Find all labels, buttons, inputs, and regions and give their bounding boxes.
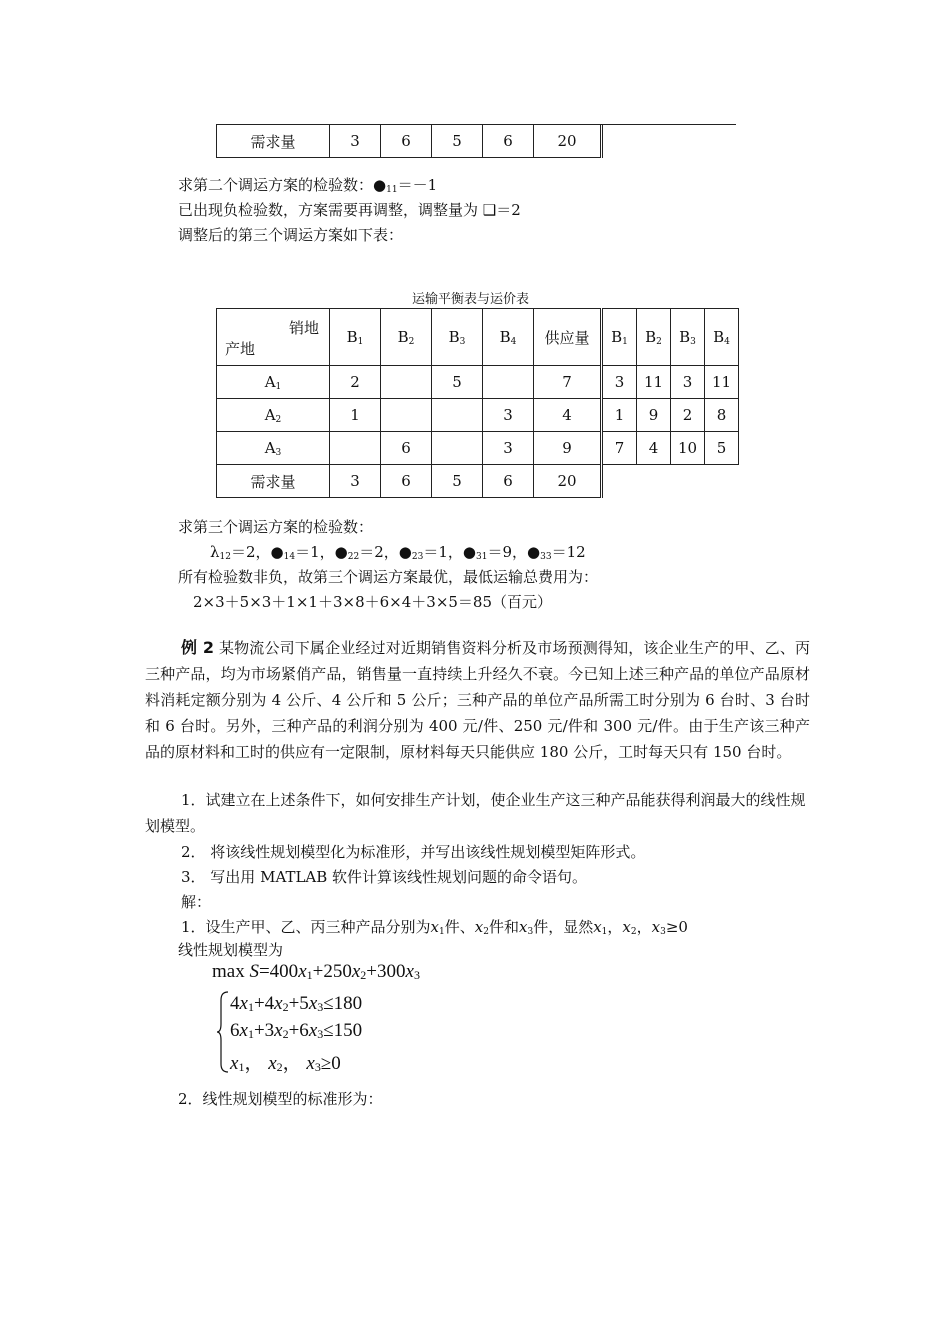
price-header-b3: $B_3$ <box>671 309 705 366</box>
price-cell: 10 <box>671 432 705 465</box>
demand-cell: 6 <box>381 465 432 498</box>
second-plan-check-line: 求第二个调运方案的检验数：$●_{11}=-1$ <box>178 176 438 195</box>
supply-cell: 9 <box>534 432 602 465</box>
constraint-material: $4x_1+4x_2+5x_3\le 180$ <box>230 993 363 1014</box>
alloc-cell: 3 <box>483 399 534 432</box>
header-b1: $B_1$ <box>330 309 381 366</box>
dot-symbol: ● <box>373 176 387 194</box>
sales-label: 销地 <box>288 319 319 337</box>
solution-label: 解： <box>181 893 212 911</box>
top-demand-cell: 6 <box>381 125 432 158</box>
price-cell: 11 <box>705 366 739 399</box>
question-2: 2． 将该线性规划模型化为标准形，并写出该线性规划模型矩阵形式。 <box>181 843 646 861</box>
price-header-b2: $B_2$ <box>637 309 671 366</box>
top-demand-label: 需求量 <box>217 125 330 158</box>
top-table-rule <box>598 124 736 125</box>
corner-header <box>217 309 330 366</box>
price-cell: 2 <box>671 399 705 432</box>
dot-symbol: ● <box>398 543 412 561</box>
check-values-line: $\lambda_{12}=2$，$●_{14}=1$，$●_{22}=2$，$●_{23}=1$，$●_{31}=9$，$●_{33}=12$ <box>210 543 586 562</box>
standard-form-heading: 2．线性规划模型的标准形为： <box>178 1090 383 1108</box>
origin-label: 产地 <box>225 340 256 358</box>
alloc-cell <box>330 432 381 465</box>
alloc-cell: 2 <box>330 366 381 399</box>
header-b2: $B_2$ <box>381 309 432 366</box>
table-row <box>217 432 739 465</box>
question-1: 1．试建立在上述条件下，如何安排生产计划，使企业生产这三种产品能获得利润最大的线性规划模型。 <box>145 791 806 835</box>
demand-cell: 5 <box>432 465 483 498</box>
dot-symbol: ● <box>462 543 477 561</box>
row-label: $A_3$ <box>217 432 330 465</box>
price-cell: 11 <box>637 366 671 399</box>
header-b3: $B_3$ <box>432 309 483 366</box>
demand-label: 需求量 <box>217 465 330 498</box>
alloc-cell: 6 <box>381 432 432 465</box>
alloc-cell <box>381 366 432 399</box>
dot-symbol: ● <box>334 543 348 561</box>
constraint-brace <box>216 990 230 1074</box>
transport-table <box>216 308 739 498</box>
top-demand-row <box>217 125 602 158</box>
row-label: $A_1$ <box>217 366 330 399</box>
top-demand-total: 20 <box>534 125 602 158</box>
alloc-cell <box>432 399 483 432</box>
supply-cell: 4 <box>534 399 602 432</box>
top-demand-cell: 5 <box>432 125 483 158</box>
table-row <box>217 399 739 432</box>
dot-symbol: ● <box>527 543 541 561</box>
alloc-cell: 5 <box>432 366 483 399</box>
demand-cell: 3 <box>330 465 381 498</box>
table-header-row <box>217 309 739 366</box>
third-plan-intro: 调整后的第三个调运方案如下表： <box>178 226 404 244</box>
supply-cell: 7 <box>534 366 602 399</box>
cost-line: 2×3＋5×3＋1×1＋3×8＋6×4＋3×5＝85（百元） <box>193 593 553 611</box>
third-plan-check-line: 求第三个调运方案的检验数： <box>178 518 374 536</box>
negative-check-line: 已出现负检验数，方案需要再调整，调整量为 ❑＝2 <box>178 201 521 219</box>
model-title: 线性规划模型为 <box>178 941 284 959</box>
price-cell: 1 <box>602 399 637 432</box>
top-demand-table <box>216 124 603 158</box>
row-label: $A_2$ <box>217 399 330 432</box>
demand-total: 20 <box>534 465 602 498</box>
example-label: 例 2 <box>181 638 215 657</box>
demand-row <box>217 465 739 498</box>
constraint-hours: $6x_1+3x_2+6x_3\le 150$ <box>230 1020 363 1041</box>
price-header-b1: $B_1$ <box>602 309 637 366</box>
price-header-b4: $B_4$ <box>705 309 739 366</box>
variable-definition: 1．设生产甲、乙、丙三种产品分别为$x_1$件、$x_2$件和$x_3$件，显然$x_1$，$x_2$，$x_3\ge 0$ <box>181 918 688 937</box>
price-cell: 5 <box>705 432 739 465</box>
price-cell: 8 <box>705 399 739 432</box>
constraint-nonneg: $x_1$， $x_2$， $x_3\ge 0$ <box>230 1053 341 1074</box>
optimal-line: 所有检验数非负，故第三个调运方案最优，最低运输总费用为： <box>178 568 599 586</box>
price-cell: 4 <box>637 432 671 465</box>
example2-paragraph: 例 2 某物流公司下属企业经过对近期销售资料分析及市场预测得知，该企业生产的甲、乙、丙三种产品，均为市场紧俏产品，销售量一直持续上升经久不衰。今已知上述三种产品的单位产品原材料消耗定额分别为 4 公斤、4 公斤和 5 公斤；三种产品的单位产品所需工时分别为 6 台时、3 台时和 6 台时。另外，三种产品的利润分别为 400 元/件、250 元/件和 300 元/件。由于生产该三种产品的原材料和工时的供应有一定限制，原材料每天只能供应 180 公斤，工时每天只有 150 台时。 <box>145 638 810 761</box>
demand-cell: 6 <box>483 465 534 498</box>
top-demand-cell: 3 <box>330 125 381 158</box>
header-supply: 供应量 <box>534 309 602 366</box>
header-b4: $B_4$ <box>483 309 534 366</box>
objective-function: $\max S=400x_1+250x_2+300x_3$ <box>212 961 420 982</box>
box-symbol: ❑ <box>482 201 497 219</box>
dot-symbol: ● <box>270 543 284 561</box>
alloc-cell: 3 <box>483 432 534 465</box>
question-3: 3． 写出用 MATLAB 软件计算该线性规划问题的命令语句。 <box>181 868 588 886</box>
price-cell: 3 <box>671 366 705 399</box>
alloc-cell: 1 <box>330 399 381 432</box>
price-cell: 9 <box>637 399 671 432</box>
alloc-cell <box>483 366 534 399</box>
price-cell: 3 <box>602 366 637 399</box>
table-row <box>217 366 739 399</box>
table-caption: 运输平衡表与运价表 <box>412 292 530 307</box>
alloc-cell <box>432 432 483 465</box>
price-cell: 7 <box>602 432 637 465</box>
top-demand-cell: 6 <box>483 125 534 158</box>
alloc-cell <box>381 399 432 432</box>
